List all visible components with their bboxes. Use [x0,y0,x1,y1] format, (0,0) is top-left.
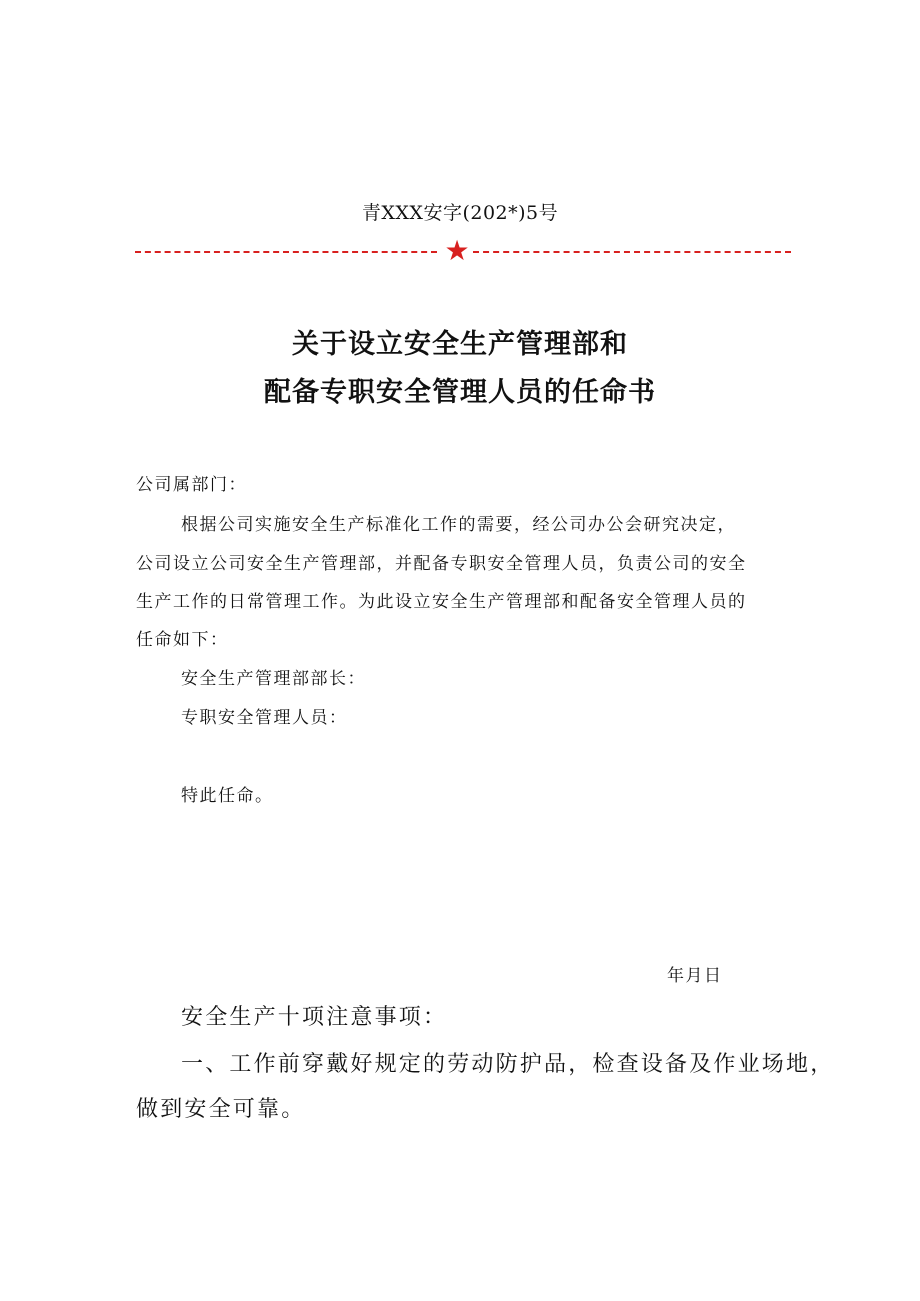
paragraph-line-4: 任命如下： [136,630,229,650]
department-head-label: 安全生产管理部部长： [181,669,366,689]
addressee: 公司属部门： [136,475,247,495]
closing-statement: 特此任命。 [181,786,274,806]
paragraph-line-2: 公司设立公司安全生产管理部，并配备专职安全管理人员，负责公司的安全 [136,554,747,574]
red-star-icon: ★ [444,234,470,267]
safety-notes-heading: 安全生产十项注意事项： [181,1005,448,1030]
safety-note-item-1-line-2: 做到安全可靠。 [136,1097,306,1122]
safety-staff-label: 专职安全管理人员： [181,708,348,728]
divider-rule-left [135,251,437,253]
paragraph-line-1: 根据公司实施安全生产标准化工作的需要，经公司办公会研究决定， [181,515,736,535]
document-number: 青XXX安字(202*)5号 [361,202,559,224]
safety-note-item-1-line-1: 一、工作前穿戴好规定的劳动防护品，检查设备及作业场地， [181,1052,835,1077]
paragraph-line-3: 生产工作的日常管理工作。为此设立安全生产管理部和配备安全管理人员的 [136,592,747,612]
document-title-line-1: 关于设立安全生产管理部和 [292,329,628,360]
date-line: 年月日 [667,966,723,986]
red-divider [135,234,791,267]
document-title-line-2: 配备专职安全管理人员的任命书 [264,377,656,408]
divider-rule-right [473,251,791,253]
